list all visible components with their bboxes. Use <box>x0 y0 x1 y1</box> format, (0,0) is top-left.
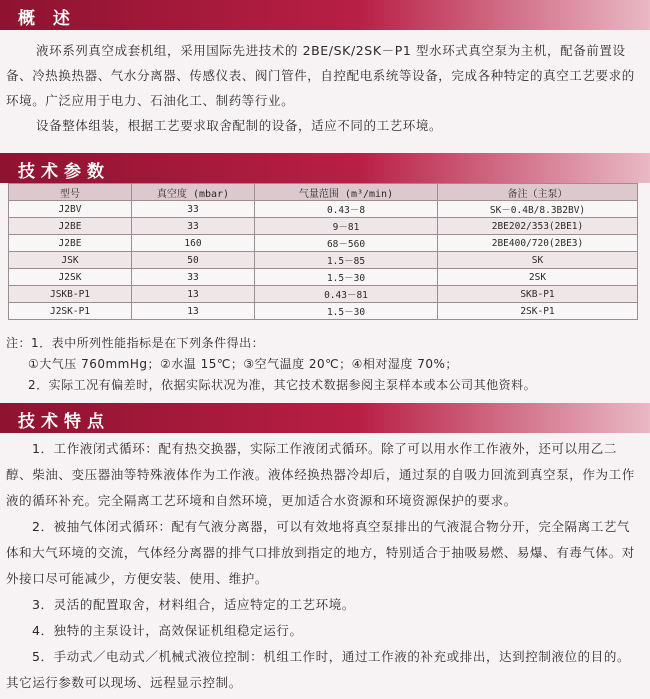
cell-flow: 0.43－8 <box>255 201 438 218</box>
spec-notes <box>6 333 640 396</box>
feature-item: 4．独特的主泵设计，高效保证机组稳定运行。 <box>32 623 303 638</box>
specs-heading: 技术参数 <box>18 162 110 182</box>
cell-flow: 1.5－30 <box>255 269 438 286</box>
cell-model: J2SK-P1 <box>9 303 132 320</box>
note-line: 2．实际工况有偏差时，依据实际状况为准，其它技术数据参阅主泵样本或本公司其他资料。 <box>28 378 537 392</box>
features-body <box>6 436 640 696</box>
cell-remark: SK <box>438 252 638 269</box>
column-header-flow: 气量范围 (m³/min) <box>255 184 438 201</box>
cell-remark: 2SK <box>438 269 638 286</box>
column-header-vacuum: 真空度 (mbar) <box>132 184 255 201</box>
cell-model: J2BE <box>9 235 132 252</box>
cell-model: JSKB-P1 <box>9 286 132 303</box>
cell-vacuum: 33 <box>132 201 255 218</box>
cell-vacuum: 50 <box>132 252 255 269</box>
overview-body <box>6 38 636 138</box>
cell-model: J2SK <box>9 269 132 286</box>
table-row <box>9 303 638 320</box>
cell-flow: 68－560 <box>255 235 438 252</box>
note-line: ①大气压 760mmHg；②水温 15℃；③空气温度 20℃；④相对湿度 70%； <box>28 357 458 371</box>
features-heading: 技术特点 <box>18 412 110 432</box>
table-row <box>9 235 638 252</box>
column-header-remark: 备注（主泵） <box>438 184 638 201</box>
cell-vacuum: 160 <box>132 235 255 252</box>
overview-heading: 概 述 <box>18 9 76 29</box>
cell-flow: 1.5－30 <box>255 303 438 320</box>
cell-vacuum: 33 <box>132 218 255 235</box>
table-row <box>9 218 638 235</box>
cell-flow: 9－81 <box>255 218 438 235</box>
cell-remark: 2BE202/353(2BE1) <box>438 218 638 235</box>
spec-table-header-row <box>9 184 638 201</box>
specs-header-bar <box>0 153 650 183</box>
spec-table <box>8 183 638 320</box>
cell-vacuum: 13 <box>132 286 255 303</box>
column-header-model: 型号 <box>9 184 132 201</box>
features-header-bar <box>0 403 650 433</box>
table-row <box>9 252 638 269</box>
feature-item: 2．被抽气体闭式循环：配有气液分离器，可以有效地将真空泵排出的气液混合物分开，完全隔离工艺气体和大气环境的交流，气体经分离器的排气口排放到指定的地方，特别适合于抽吸易燃、易爆、有毒气体。对外接口尽可能减少，方便安装、使用、维护。 <box>6 519 635 586</box>
cell-model: J2BE <box>9 218 132 235</box>
cell-flow: 1.5－85 <box>255 252 438 269</box>
note-line: 注：1．表中所列性能指标是在下列条件得出： <box>6 336 265 350</box>
feature-item: 3．灵活的配置取舍，材料组合，适应特定的工艺环境。 <box>32 597 355 612</box>
table-row <box>9 269 638 286</box>
cell-vacuum: 13 <box>132 303 255 320</box>
cell-remark: SKB-P1 <box>438 286 638 303</box>
cell-model: JSK <box>9 252 132 269</box>
cell-remark: 2BE400/720(2BE3) <box>438 235 638 252</box>
cell-flow: 0.43－81 <box>255 286 438 303</box>
cell-vacuum: 33 <box>132 269 255 286</box>
table-row <box>9 286 638 303</box>
cell-model: J2BV <box>9 201 132 218</box>
feature-item: 1．工作液闭式循环：配有热交换器，实际工作液闭式循环。除了可以用水作工作液外，还可以用乙二醇、柴油、变压器油等特殊液体作为工作液。液体经换热器冷却后，通过泵的自吸力回流到真空泵，作为工作液的循环补充。完全隔离工艺环境和自然环境，更加适合水资源和环境资源保护的要求。 <box>6 441 635 508</box>
overview-paragraph: 设备整体组装，根据工艺要求取舍配制的设备，适应不同的工艺环境。 <box>36 118 443 133</box>
cell-remark: 2SK-P1 <box>438 303 638 320</box>
overview-paragraph: 液环系列真空成套机组，采用国际先进技术的 2BE/SK/2SK－P1 型水环式真空泵为主机，配备前置设备、冷热换热器、气水分离器、传感仪表、阀门管件，自控配电系统等设备，完成各种特定的真空工艺要求的环境。广泛应用于电力、石油化工、制药等行业。 <box>6 43 635 108</box>
overview-header-bar <box>0 0 650 30</box>
feature-item: 5．手动式／电动式／机械式液位控制：机组工作时，通过工作液的补充或排出，达到控制液位的目的。其它运行参数可以现场、远程显示控制。 <box>6 649 631 690</box>
cell-remark: SK－0.4B/8.3B2BV) <box>438 201 638 218</box>
table-row <box>9 201 638 218</box>
